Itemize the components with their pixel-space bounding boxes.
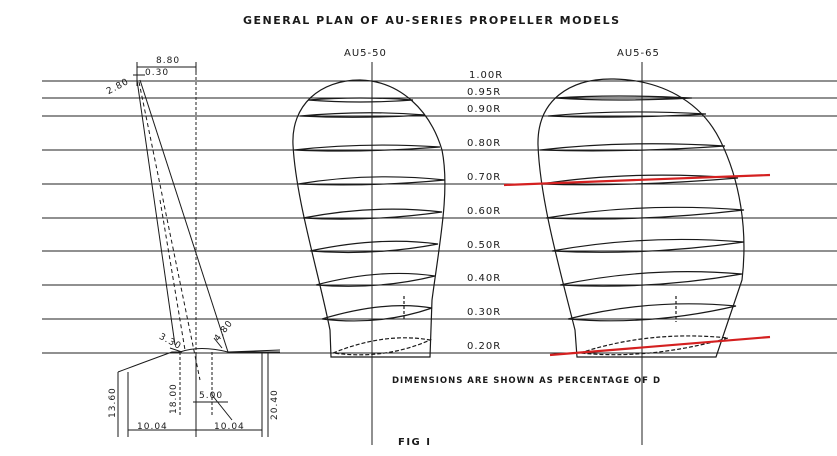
red-annotations — [504, 175, 770, 355]
radius-label-0.20R: 0.20R — [467, 341, 502, 352]
radius-lines — [42, 81, 837, 353]
radius-label-0.70R: 0.70R — [467, 172, 502, 183]
dim-hub-length-left: 10.04 — [137, 422, 168, 432]
section-0.60R — [546, 207, 744, 219]
centerlines — [196, 62, 642, 445]
dim-root-fillet-left: 3.30 — [157, 331, 183, 353]
drawing-title: GENERAL PLAN OF AU-SERIES PROPELLER MODELS — [243, 14, 621, 27]
blade-back-line — [140, 80, 228, 352]
radius-label-0.90R: 0.90R — [467, 104, 502, 115]
dim-hub-height-left: 13.60 — [108, 387, 118, 418]
dim-hub-length-right: 10.04 — [214, 422, 245, 432]
radius-label-0.95R: 0.95R — [467, 87, 502, 98]
figure-label: FIG I — [398, 437, 432, 448]
section-0.40R — [316, 273, 435, 286]
dim-hub-offset-center: 18.00 — [169, 383, 179, 414]
dim-top-offset: 0.30 — [145, 68, 170, 78]
radius-label-0.30R: 0.30R — [467, 307, 502, 318]
dim-top-width: 8.80 — [156, 56, 181, 66]
section-0.20R — [333, 338, 430, 355]
model-label-au5-50: AU5-50 — [344, 48, 387, 59]
section-0.30R — [568, 304, 736, 321]
section-0.20R — [580, 336, 728, 355]
dim-root-fillet-right: 4.80 — [212, 318, 236, 344]
radius-label-0.40R: 0.40R — [467, 273, 502, 284]
radius-label-0.50R: 0.50R — [467, 240, 502, 251]
dim-hub-gap: 5.00 — [199, 391, 224, 401]
dim-tip-thickness: 2.80 — [105, 76, 131, 98]
dimension-note: DIMENSIONS ARE SHOWN AS PERCENTAGE OF D — [392, 376, 662, 386]
radius-label-1.00R: 1.00R — [469, 70, 504, 81]
section-0.50R — [552, 239, 744, 252]
section-0.90R — [300, 113, 425, 118]
section-0.95R — [308, 98, 413, 102]
radius-label-0.80R: 0.80R — [467, 138, 502, 149]
model-label-au5-65: AU5-65 — [617, 48, 660, 59]
dim-hub-height-right: 20.40 — [270, 389, 280, 420]
radius-label-0.60R: 0.60R — [467, 206, 502, 217]
section-0.40R — [560, 272, 742, 287]
side-view — [118, 62, 280, 437]
blade-face-line — [137, 80, 175, 345]
